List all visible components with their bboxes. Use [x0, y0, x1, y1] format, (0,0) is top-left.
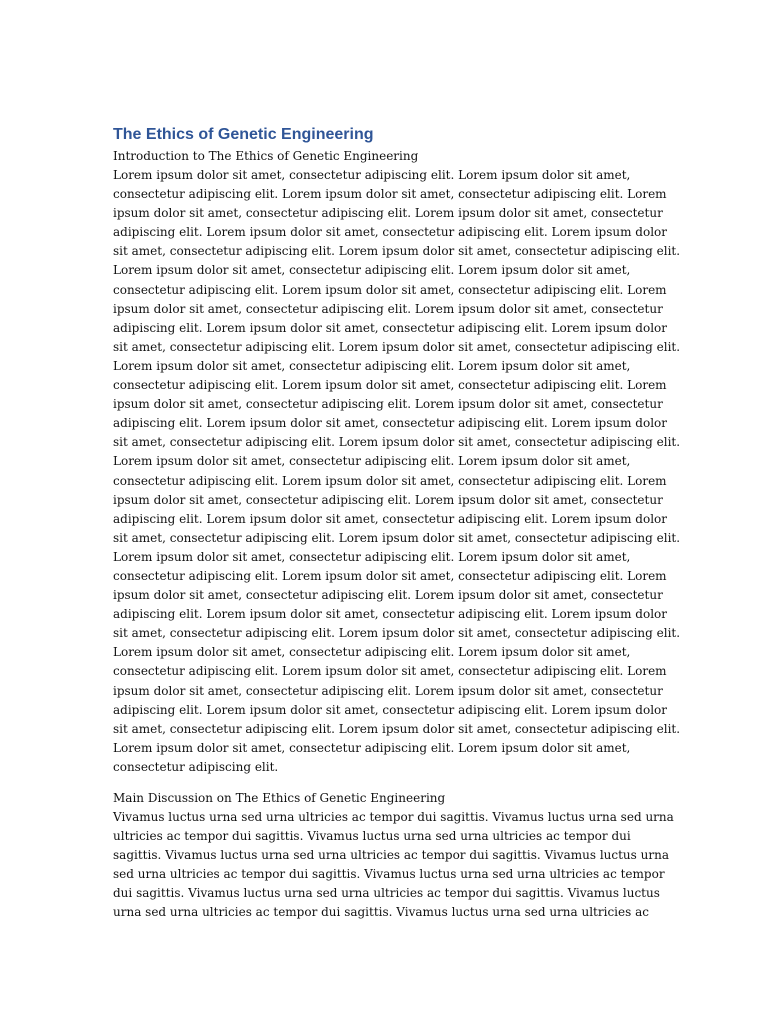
document-body [113, 147, 681, 923]
text-line: consectetur adipiscing elit. [113, 759, 279, 774]
text-line: sagittis. Vivamus luctus urna sed urna ultricies ac tempor dui sagittis. Vivamus luctus urna [113, 848, 669, 863]
text-line: adipiscing elit. Lorem ipsum dolor sit amet, consectetur adipiscing elit. Lorem ipsum dolor [113, 225, 667, 240]
text-line: ipsum dolor sit amet, consectetur adipiscing elit. Lorem ipsum dolor sit amet, consectetur [113, 492, 663, 507]
text-line: Lorem ipsum dolor sit amet, consectetur adipiscing elit. Lorem ipsum dolor sit amet, [113, 740, 631, 755]
section-heading: Introduction to The Ethics of Genetic Engineering [113, 149, 419, 163]
text-line: consectetur adipiscing elit. Lorem ipsum dolor sit amet, consectetur adipiscing elit. Lorem [113, 568, 667, 583]
text-line: ipsum dolor sit amet, consectetur adipiscing elit. Lorem ipsum dolor sit amet, consectetur [113, 683, 663, 698]
section-main-discussion [113, 789, 674, 923]
text-line: adipiscing elit. Lorem ipsum dolor sit amet, consectetur adipiscing elit. Lorem ipsum dolor [113, 511, 667, 526]
text-line: sit amet, consectetur adipiscing elit. Lorem ipsum dolor sit amet, consectetur adipiscing elit. [113, 435, 681, 450]
text-line: Lorem ipsum dolor sit amet, consectetur adipiscing elit. Lorem ipsum dolor sit amet, [113, 645, 631, 660]
text-line: Vivamus luctus urna sed urna ultricies ac tempor dui sagittis. Vivamus luctus urna sed urna [113, 810, 674, 824]
text-line: sit amet, consectetur adipiscing elit. Lorem ipsum dolor sit amet, consectetur adipiscing elit. [113, 339, 681, 354]
text-line: sit amet, consectetur adipiscing elit. Lorem ipsum dolor sit amet, consectetur adipiscing elit. [113, 626, 681, 641]
text-line: sit amet, consectetur adipiscing elit. Lorem ipsum dolor sit amet, consectetur adipiscing elit. [113, 721, 681, 736]
text-line: ipsum dolor sit amet, consectetur adipiscing elit. Lorem ipsum dolor sit amet, consectetur [113, 206, 663, 221]
text-line: sit amet, consectetur adipiscing elit. Lorem ipsum dolor sit amet, consectetur adipiscing elit. [113, 244, 681, 259]
text-line: consectetur adipiscing elit. Lorem ipsum dolor sit amet, consectetur adipiscing elit. Lorem [113, 378, 667, 393]
text-line: Lorem ipsum dolor sit amet, consectetur adipiscing elit. Lorem ipsum dolor sit amet, [113, 263, 631, 278]
text-line: sed urna ultricies ac tempor dui sagittis. Vivamus luctus urna sed urna ultricies ac tempor [113, 867, 665, 882]
text-line: Lorem ipsum dolor sit amet, consectetur adipiscing elit. Lorem ipsum dolor sit amet, [113, 358, 631, 373]
text-line: consectetur adipiscing elit. Lorem ipsum dolor sit amet, consectetur adipiscing elit. Lorem [113, 282, 667, 297]
document-title: The Ethics of Genetic Engineering [113, 126, 374, 143]
text-line: Lorem ipsum dolor sit amet, consectetur adipiscing elit. Lorem ipsum dolor sit amet, [113, 454, 631, 469]
text-line: consectetur adipiscing elit. Lorem ipsum dolor sit amet, consectetur adipiscing elit. Lorem [113, 473, 667, 488]
text-line: ipsum dolor sit amet, consectetur adipiscing elit. Lorem ipsum dolor sit amet, consectetur [113, 301, 663, 316]
document-page [113, 124, 681, 923]
section-introduction [113, 147, 681, 777]
text-line: ipsum dolor sit amet, consectetur adipiscing elit. Lorem ipsum dolor sit amet, consectetur [113, 397, 663, 412]
text-line: adipiscing elit. Lorem ipsum dolor sit amet, consectetur adipiscing elit. Lorem ipsum dolor [113, 320, 667, 335]
paragraph [113, 166, 681, 777]
text-line: adipiscing elit. Lorem ipsum dolor sit amet, consectetur adipiscing elit. Lorem ipsum dolor [113, 416, 667, 431]
text-line: ipsum dolor sit amet, consectetur adipiscing elit. Lorem ipsum dolor sit amet, consectetur [113, 588, 663, 603]
text-line: consectetur adipiscing elit. Lorem ipsum dolor sit amet, consectetur adipiscing elit. Lorem [113, 187, 667, 202]
text-line: Lorem ipsum dolor sit amet, consectetur adipiscing elit. Lorem ipsum dolor sit amet, [113, 168, 631, 182]
section-heading: Main Discussion on The Ethics of Genetic Engineering [113, 791, 446, 805]
text-line: sit amet, consectetur adipiscing elit. Lorem ipsum dolor sit amet, consectetur adipiscing elit. [113, 530, 681, 545]
text-line: adipiscing elit. Lorem ipsum dolor sit amet, consectetur adipiscing elit. Lorem ipsum dolor [113, 702, 667, 717]
paragraph [113, 808, 674, 923]
text-line: ultricies ac tempor dui sagittis. Vivamus luctus urna sed urna ultricies ac tempor dui [113, 829, 631, 844]
text-line: dui sagittis. Vivamus luctus urna sed urna ultricies ac tempor dui sagittis. Vivamus luctus [113, 886, 660, 901]
text-line: adipiscing elit. Lorem ipsum dolor sit amet, consectetur adipiscing elit. Lorem ipsum dolor [113, 607, 667, 622]
text-line: Lorem ipsum dolor sit amet, consectetur adipiscing elit. Lorem ipsum dolor sit amet, [113, 549, 631, 564]
text-line: consectetur adipiscing elit. Lorem ipsum dolor sit amet, consectetur adipiscing elit. Lorem [113, 664, 667, 679]
text-line: urna sed urna ultricies ac tempor dui sagittis. Vivamus luctus urna sed urna ultricies ac [113, 905, 649, 920]
